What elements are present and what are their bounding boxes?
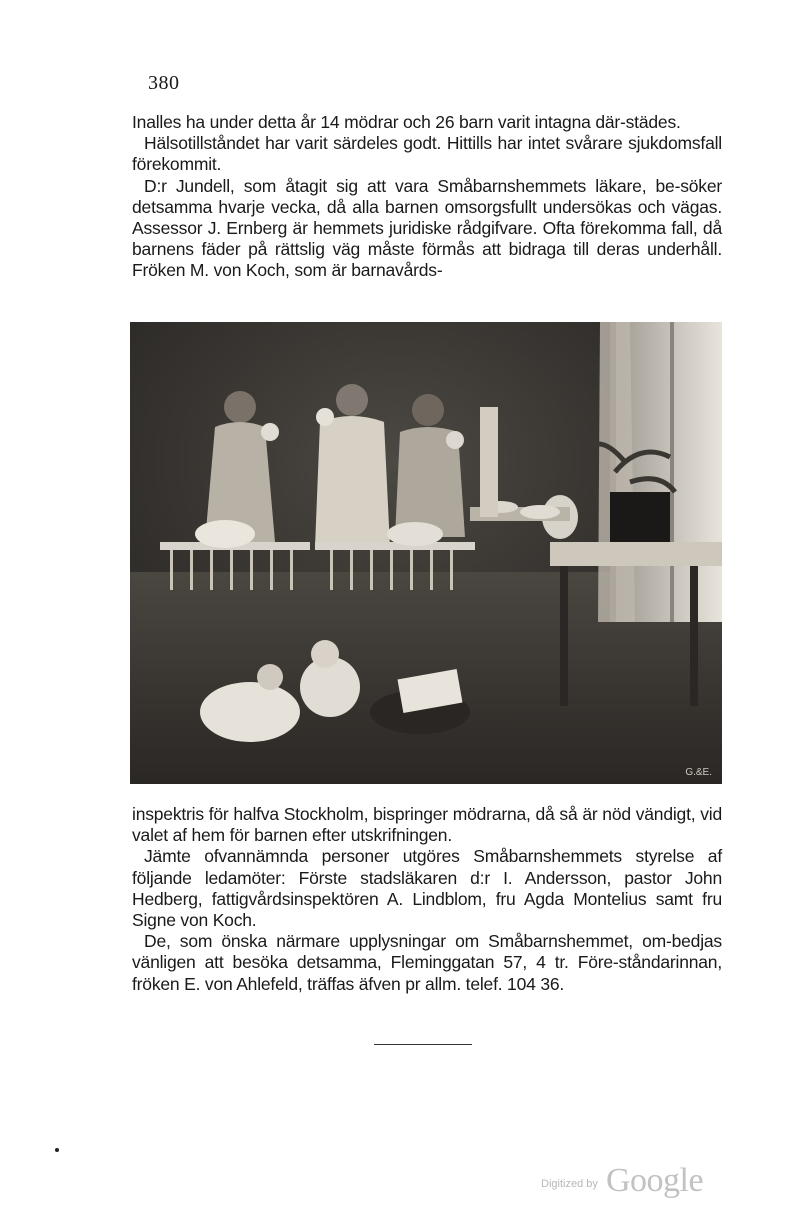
paragraph: Hälsotillståndet har varit särdeles godt. Hittills har intet svårare sjukdomsfall förekommit. bbox=[132, 133, 722, 175]
page-number: 380 bbox=[148, 72, 180, 94]
text-block-bottom bbox=[132, 804, 722, 995]
scan-speck bbox=[55, 1148, 59, 1152]
photo-mark: G.&E. bbox=[685, 767, 712, 778]
photograph-nursery bbox=[130, 322, 722, 784]
paragraph: De, som önska närmare upplysningar om Småbarnshemmet, om-bedjas vänligen att besöka detsamma, Fleminggatan 57, 4 tr. Före-ståndarinnan, fröken E. von Ahlefeld, träffas äfven pr allm. telef. 104 36. bbox=[132, 931, 722, 994]
section-divider bbox=[374, 1044, 472, 1045]
text-block-top bbox=[132, 112, 722, 282]
digitized-by-label: Digitized by bbox=[541, 1178, 598, 1190]
paragraph: Jämte ofvannämnda personer utgöres Småbarnshemmets styrelse af följande ledamöter: Förste stadsläkaren d:r I. Andersson, pastor John Hedberg, fattigvårdsinspektören A. Lindblom, fru Agda Montelius samt fru Signe von Koch. bbox=[132, 846, 722, 931]
paragraph: D:r Jundell, som åtagit sig att vara Småbarnshemmets läkare, be-söker detsamma hvarje vecka, då alla barnen omsorgsfullt undersökas och vägas. Assessor J. Ernberg är hemmets juridiske rådgifvare. Ofta förekomma fall, då barnens fäder på rättslig väg måste förmås att bidraga till deras underhåll. Fröken M. von Koch, som är barnavårds- bbox=[132, 175, 722, 281]
paragraph: Inalles ha under detta år 14 mödrar och 26 barn varit intagna där-städes. bbox=[132, 112, 681, 132]
paragraph: inspektris för halfva Stockholm, bispringer mödrarna, då så är nöd vändigt, vid valet af hem för barnen efter utskrifningen. bbox=[132, 804, 722, 846]
photograph-scene bbox=[130, 322, 722, 784]
google-logo: Google bbox=[606, 1162, 704, 1199]
